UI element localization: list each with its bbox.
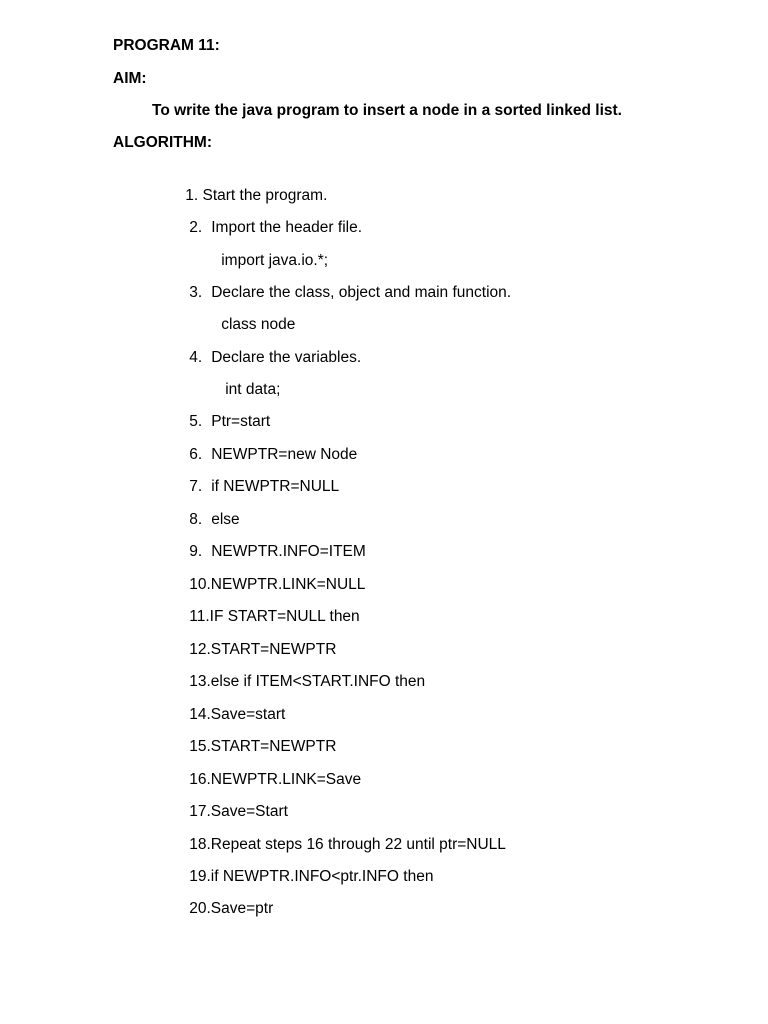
step-text: Declare the variables. (211, 349, 362, 366)
step-number: 1. (185, 187, 199, 204)
step-text: Save=ptr (210, 900, 274, 917)
step-text: Repeat steps 16 through 22 until ptr=NULL (210, 836, 506, 853)
step-text: import java.io.*; (221, 252, 329, 269)
step-number: 8. (189, 511, 203, 528)
step-number: 18. (189, 836, 211, 853)
step-text: if NEWPTR=NULL (211, 478, 340, 495)
step-text: else (211, 511, 240, 528)
step-text: START=NEWPTR (210, 641, 337, 658)
step-text: Start the program. (202, 187, 328, 204)
program-heading: PROGRAM 11: (113, 37, 220, 54)
aim-label: AIM: (113, 70, 147, 87)
step-text: NEWPTR.LINK=Save (210, 771, 362, 788)
step-number: 3. (189, 284, 203, 301)
step-number: 6. (189, 446, 203, 463)
step-number: 4. (189, 349, 203, 366)
step-text: else if ITEM<START.INFO then (210, 673, 426, 690)
step-number: 13. (189, 673, 211, 690)
step-text: START=NEWPTR (210, 738, 337, 755)
step-text: NEWPTR=new Node (211, 446, 358, 463)
list-item (172, 879, 273, 939)
step-text: int data; (225, 381, 281, 398)
step-text: NEWPTR.INFO=ITEM (211, 543, 366, 560)
step-number: 7. (189, 478, 203, 495)
step-number: 9. (189, 543, 203, 560)
step-number: 15. (189, 738, 211, 755)
step-text: Ptr=start (211, 413, 271, 430)
step-text: class node (221, 316, 296, 333)
algorithm-label: ALGORITHM: (113, 134, 213, 151)
aim-text: To write the java program to insert a node in a sorted linked list. (152, 102, 622, 119)
step-text: Import the header file. (211, 219, 363, 236)
step-number: 16. (189, 771, 211, 788)
step-text: Save=Start (210, 803, 288, 820)
step-text: IF START=NULL then (209, 608, 360, 625)
step-number: 17. (189, 803, 211, 820)
step-number: 14. (189, 706, 211, 723)
step-number: 2. (189, 219, 203, 236)
step-number: 5. (189, 413, 203, 430)
step-number: 20. (189, 900, 211, 917)
step-number: 19. (189, 868, 211, 885)
step-number: 10. (189, 576, 211, 593)
step-number: 11. (189, 608, 210, 625)
step-text: Declare the class, object and main function. (211, 284, 512, 301)
step-text: if NEWPTR.INFO<ptr.INFO then (210, 868, 434, 885)
step-text: Save=start (210, 706, 286, 723)
step-text: NEWPTR.LINK=NULL (210, 576, 366, 593)
step-number: 12. (189, 641, 211, 658)
